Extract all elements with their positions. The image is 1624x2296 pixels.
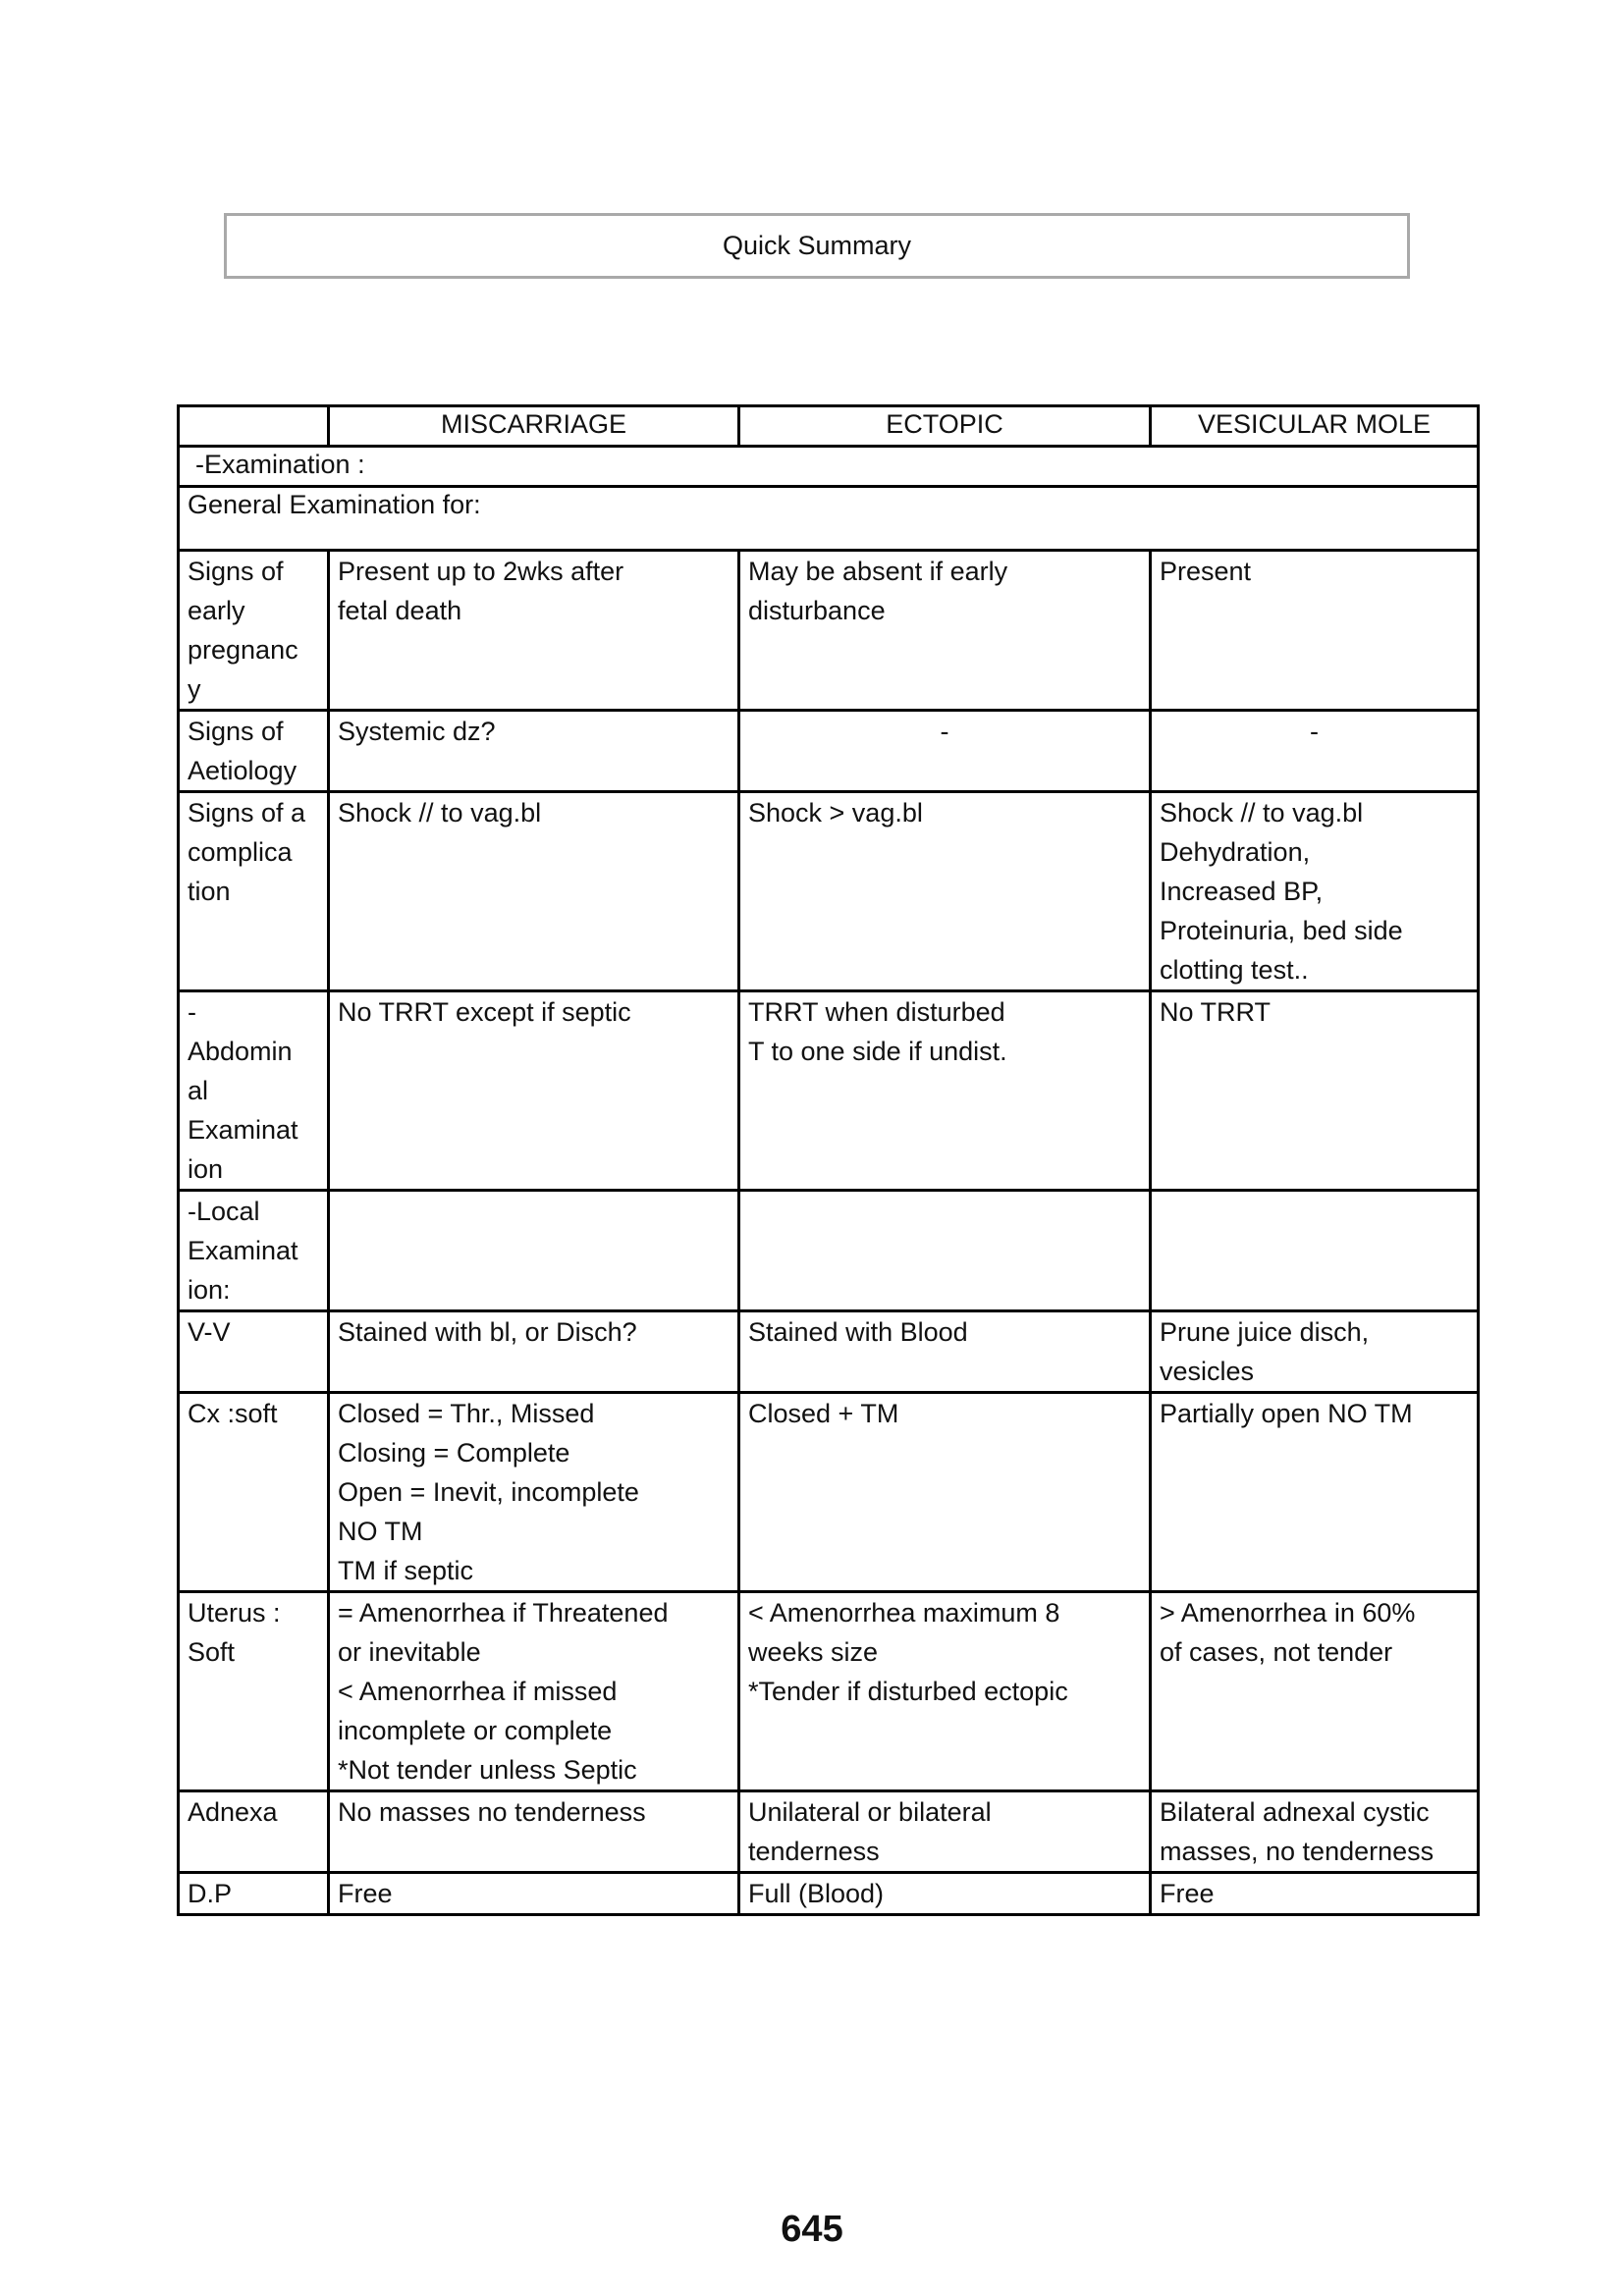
cell-line: vesicles xyxy=(1160,1357,1255,1386)
cell-line: y xyxy=(188,674,201,704)
cell-line: Open = Inevit, incomplete xyxy=(338,1477,639,1507)
summary-table xyxy=(177,404,1480,1916)
cell-line: Aetiology xyxy=(188,756,298,785)
cell-line: Present xyxy=(1160,557,1252,586)
column-header: MISCARRIAGE xyxy=(329,406,739,447)
cell-line: Examinat xyxy=(188,1115,298,1145)
page-title: Quick Summary xyxy=(224,213,1410,279)
miscarriage-cell xyxy=(329,1311,739,1393)
miscarriage-cell xyxy=(329,991,739,1191)
cell-line: D.P xyxy=(188,1879,233,1908)
cell-line: early xyxy=(188,596,245,625)
cell-line: < Amenorrhea maximum 8 xyxy=(748,1598,1060,1628)
row-label-cell xyxy=(179,1592,329,1791)
table-row xyxy=(179,991,1479,1191)
cell-line: Signs of xyxy=(188,557,284,586)
cell-line: Cx :soft xyxy=(188,1399,278,1428)
cell-line: No TRRT except if septic xyxy=(338,997,631,1027)
cell-line: No TRRT xyxy=(1160,997,1272,1027)
row-label-cell xyxy=(179,1191,329,1311)
cell-line: Shock > vag.bl xyxy=(748,798,923,828)
ectopic-cell xyxy=(739,1393,1151,1592)
section-label: -Examination : xyxy=(179,447,1479,487)
mole-cell xyxy=(1151,792,1479,991)
cell-line: No masses no tenderness xyxy=(338,1797,646,1827)
mole-cell xyxy=(1151,1873,1479,1915)
cell-line: fetal death xyxy=(338,596,462,625)
cell-line: tion xyxy=(188,877,231,906)
cell-line: - xyxy=(940,717,949,746)
cell-line: TRRT when disturbed xyxy=(748,997,1005,1027)
section-row xyxy=(179,447,1479,487)
row-label-cell xyxy=(179,551,329,711)
cell-line: weeks size xyxy=(748,1637,879,1667)
cell-line: V-V xyxy=(188,1317,231,1347)
miscarriage-cell xyxy=(329,1592,739,1791)
cell-line: < Amenorrhea if missed xyxy=(338,1677,618,1706)
cell-line: Closed + TM xyxy=(748,1399,899,1428)
cell-line: Present up to 2wks after xyxy=(338,557,624,586)
mole-cell xyxy=(1151,1393,1479,1592)
miscarriage-cell xyxy=(329,1191,739,1311)
cell-line: Abdomin xyxy=(188,1037,293,1066)
cell-line: Unilateral or bilateral xyxy=(748,1797,992,1827)
ectopic-cell xyxy=(739,711,1151,792)
row-label-cell xyxy=(179,711,329,792)
miscarriage-cell xyxy=(329,792,739,991)
mole-cell xyxy=(1151,551,1479,711)
cell-line: pregnanc xyxy=(188,635,298,665)
cell-line: Proteinuria, bed side xyxy=(1160,916,1403,945)
row-label-cell xyxy=(179,792,329,991)
cell-line: Bilateral adnexal cystic xyxy=(1160,1797,1430,1827)
mole-cell xyxy=(1151,1311,1479,1393)
cell-line: Signs of a xyxy=(188,798,306,828)
cell-line: Examinat xyxy=(188,1236,298,1265)
table-row xyxy=(179,551,1479,711)
section-row xyxy=(179,487,1479,551)
ectopic-cell xyxy=(739,792,1151,991)
mole-cell xyxy=(1151,1791,1479,1873)
table-row xyxy=(179,1873,1479,1915)
cell-line: Closing = Complete xyxy=(338,1438,570,1468)
cell-line: Soft xyxy=(188,1637,236,1667)
table-row xyxy=(179,1791,1479,1873)
cell-line: Free xyxy=(1160,1879,1215,1908)
table-row xyxy=(179,1191,1479,1311)
cell-line: Free xyxy=(338,1879,393,1908)
cell-line: *Not tender unless Septic xyxy=(338,1755,637,1785)
ectopic-cell xyxy=(739,551,1151,711)
cell-line: complica xyxy=(188,837,293,867)
cell-line: *Tender if disturbed ectopic xyxy=(748,1677,1068,1706)
table-row xyxy=(179,711,1479,792)
cell-line: al xyxy=(188,1076,209,1105)
column-header: VESICULAR MOLE xyxy=(1151,406,1479,447)
cell-line: -Local xyxy=(188,1197,260,1226)
row-label-cell xyxy=(179,1393,329,1592)
cell-line: or inevitable xyxy=(338,1637,481,1667)
cell-line: clotting test.. xyxy=(1160,955,1309,985)
column-header xyxy=(179,406,329,447)
miscarriage-cell xyxy=(329,1791,739,1873)
table-row xyxy=(179,792,1479,991)
section-label: General Examination for: xyxy=(179,487,1479,551)
cell-line: - xyxy=(188,997,196,1027)
cell-line: Prune juice disch, xyxy=(1160,1317,1370,1347)
ectopic-cell xyxy=(739,1311,1151,1393)
cell-line: TM if septic xyxy=(338,1556,474,1585)
ectopic-cell xyxy=(739,991,1151,1191)
cell-line: = Amenorrhea if Threatened xyxy=(338,1598,669,1628)
cell-line: Stained with bl, or Disch? xyxy=(338,1317,637,1347)
cell-line: Shock // to vag.bl xyxy=(338,798,542,828)
cell-line: tenderness xyxy=(748,1837,880,1866)
miscarriage-cell xyxy=(329,1873,739,1915)
cell-line: Adnexa xyxy=(188,1797,278,1827)
ectopic-cell xyxy=(739,1191,1151,1311)
row-label-cell xyxy=(179,1791,329,1873)
cell-line: Uterus : xyxy=(188,1598,281,1628)
cell-line: Shock // to vag.bl xyxy=(1160,798,1364,828)
cell-line: ion xyxy=(188,1154,224,1184)
column-header: ECTOPIC xyxy=(739,406,1151,447)
cell-line: incomplete or complete xyxy=(338,1716,613,1745)
cell-line: T to one side if undist. xyxy=(748,1037,1007,1066)
cell-line: NO TM xyxy=(338,1517,423,1546)
ectopic-cell xyxy=(739,1791,1151,1873)
cell-line: Partially open NO TM xyxy=(1160,1399,1413,1428)
table-row xyxy=(179,1393,1479,1592)
table-header-row xyxy=(179,406,1479,447)
miscarriage-cell xyxy=(329,1393,739,1592)
cell-line: Systemic dz? xyxy=(338,717,496,746)
row-label-cell xyxy=(179,1873,329,1915)
cell-line: Stained with Blood xyxy=(748,1317,968,1347)
cell-line: Full (Blood) xyxy=(748,1879,885,1908)
row-label-cell xyxy=(179,1311,329,1393)
page-number: 645 xyxy=(781,2209,843,2250)
row-label-cell xyxy=(179,991,329,1191)
cell-line: - xyxy=(1310,717,1319,746)
table-row xyxy=(179,1311,1479,1393)
cell-line: disturbance xyxy=(748,596,886,625)
cell-line: Signs of xyxy=(188,717,284,746)
cell-line: Increased BP, xyxy=(1160,877,1324,906)
cell-line: Closed = Thr., Missed xyxy=(338,1399,595,1428)
ectopic-cell xyxy=(739,1592,1151,1791)
mole-cell xyxy=(1151,991,1479,1191)
cell-line: May be absent if early xyxy=(748,557,1008,586)
mole-cell xyxy=(1151,1592,1479,1791)
cell-line: masses, no tenderness xyxy=(1160,1837,1435,1866)
miscarriage-cell xyxy=(329,551,739,711)
cell-line: > Amenorrhea in 60% xyxy=(1160,1598,1416,1628)
miscarriage-cell xyxy=(329,711,739,792)
cell-line: Dehydration, xyxy=(1160,837,1311,867)
cell-line: ion: xyxy=(188,1275,231,1305)
table-row xyxy=(179,1592,1479,1791)
mole-cell xyxy=(1151,711,1479,792)
ectopic-cell xyxy=(739,1873,1151,1915)
mole-cell xyxy=(1151,1191,1479,1311)
cell-line: of cases, not tender xyxy=(1160,1637,1393,1667)
